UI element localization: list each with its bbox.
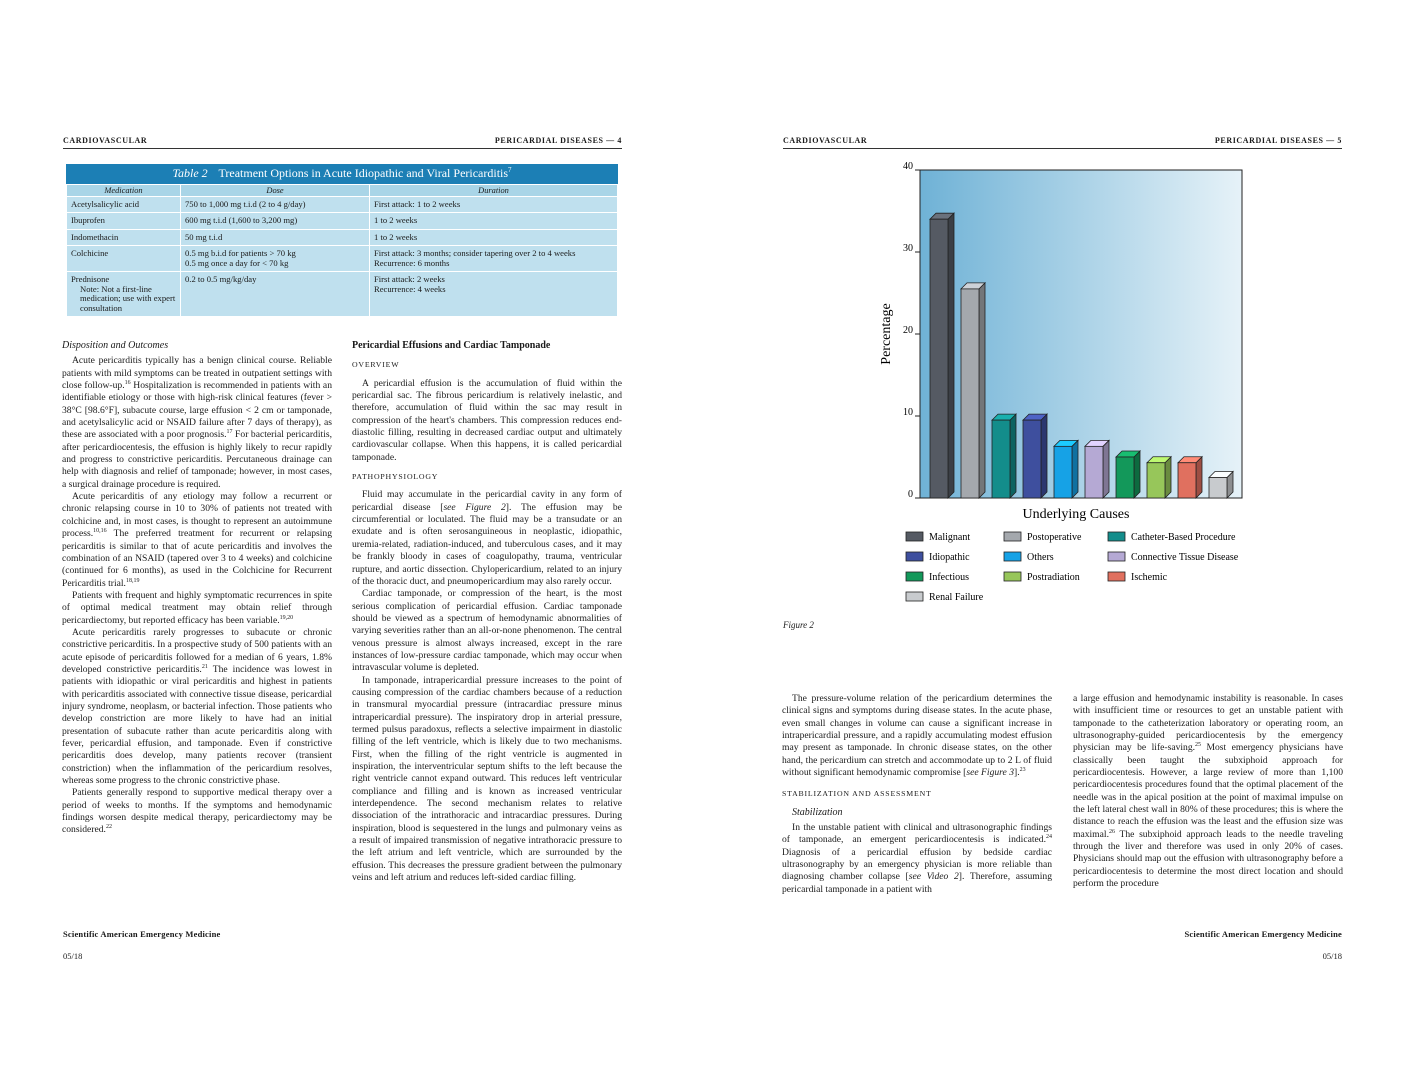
legend (906, 532, 1239, 603)
paragraph (782, 822, 1052, 896)
legend-swatch (906, 552, 923, 561)
table-header-row (67, 185, 618, 197)
bar (1054, 440, 1078, 498)
legend-item (1004, 552, 1054, 563)
running-head-page: PERICARDIAL DISEASES — 4 (494, 136, 622, 145)
text-run: Diagnosis of a pericardial effusion by bedside cardiac ultrasonography by an emergency physician is more reliable than diagnosing chamber collapse [ (782, 846, 1052, 883)
running-head-section: CARDIOVASCULAR (63, 136, 148, 145)
paragraph (352, 489, 622, 588)
text-run: ]. Therefore, assuming pericardial tamponade in a patient with (782, 871, 1052, 895)
cross-reference[interactable]: see Figure 3 (966, 767, 1014, 779)
citation: 26 (1108, 828, 1115, 835)
legend-item (906, 592, 984, 603)
bar (961, 283, 985, 498)
left-column-2 (352, 340, 622, 884)
cell-dose: 600 mg t.i.d (1,600 to 3,200 mg) (181, 213, 370, 229)
y-axis-label: Percentage (879, 303, 894, 365)
bar-side (1041, 414, 1047, 498)
paragraph (62, 627, 332, 787)
legend-label: Connective Tissue Disease (1131, 552, 1239, 563)
legend-label: Idiopathic (929, 552, 970, 563)
bar-front (1023, 420, 1041, 498)
cell-duration (370, 246, 618, 272)
legend-swatch (1004, 532, 1021, 541)
bar-front (1085, 446, 1103, 498)
y-tick-label: 40 (903, 161, 913, 172)
legend-item (1108, 572, 1168, 583)
legend-item (1108, 552, 1239, 563)
header-rule (783, 148, 1342, 149)
footer-publication: Scientific American Emergency Medicine (1184, 929, 1342, 939)
cell-duration: 1 to 2 weeks (370, 213, 618, 229)
citation: 25 (1195, 742, 1202, 749)
citation: 17 (226, 429, 233, 436)
cell-duration-line: First attack: 3 months; consider tapering over 2 to 4 weeks (374, 248, 576, 259)
y-tick-label: 30 (903, 243, 913, 254)
table-row (67, 272, 618, 317)
text-run: Patients with frequent and highly symptomatic recurrences in spite of optimal medical treatment may obtain relief through pericardiectomy, but reported efficacy has been variable. (62, 589, 332, 626)
bar-side (948, 213, 954, 498)
text-run: Acute pericarditis of any etiology may follow a recurrent or chronic relapsing course in 10 to 30% of patients not treated with colchicine and, in most cases, is thought to represent an autoimmune process. (62, 491, 332, 540)
cell-medication: Indomethacin (67, 229, 181, 245)
bar-side (1103, 440, 1109, 498)
subsection-heading: OVERVIEW (352, 360, 400, 370)
bar-side (979, 283, 985, 498)
running-head-section: CARDIOVASCULAR (783, 136, 868, 145)
cell-medication: Acetylsalicylic acid (67, 197, 181, 213)
cross-reference[interactable]: see Video 2 (908, 871, 959, 883)
paragraph (1073, 693, 1343, 891)
legend-label: Postoperative (1027, 532, 1082, 543)
legend-item (906, 552, 970, 563)
text-run: The preferred treatment for recurrent or relapsing pericarditis is similar to that of acute pericarditis and involves the combination of an NSAID (tapered over 3 to 4 weeks) and colchicine (continued for 6 months), as used in the Colchicine for Recurrent Pericarditis trial. (62, 528, 332, 589)
bar-front (1147, 463, 1165, 498)
left-column-1 (62, 340, 332, 837)
cell-dose (181, 246, 370, 272)
citation: 19,20 (279, 614, 294, 621)
table-number: Table 2 (172, 166, 208, 180)
bar-side (1134, 451, 1140, 498)
text-run: The subxiphoid approach leads to the needle traveling through the liver and therefore was used in only 20% of cases. Physicians should map out the effusion with ultrasonography before a pericardiocentesis to determine the most direct location and should perform the procedure (1073, 828, 1343, 890)
table-title-ref: 7 (508, 166, 512, 174)
cell-medication: Colchicine (67, 246, 181, 272)
bar-side (1165, 457, 1171, 498)
running-head-page: PERICARDIAL DISEASES — 5 (1214, 136, 1342, 145)
text-run: For bacterial pericarditis, after pericardiocentesis, the effusion is highly likely to recur rapidly and progress to constrictive pericarditis. Percutaneous drainage can help with diagnosis and relief of tamponade; however, in most cases, a surgical drainage procedure is required. (62, 429, 332, 490)
bar (1147, 457, 1171, 498)
text-run: The incidence was lowest in patients with idiopathic or viral pericarditis and highest in patients with pericarditis associated with connective tissue disease, pericardial injury syndrome, neoplasm, or bacterial infection. Those patients who develop constriction are more likely to have had an initial presentation of subacute rather than acute pericarditis along with fever, pericardial effusion, and tamponade. Even if constrictive pericarditis does develop, many patients recover (transient constriction) when the inflammation of the pericardium resolves, whereas some progress to the chronic constrictive phase. (62, 663, 332, 787)
citation: 18,19 (125, 577, 140, 584)
bar (1209, 472, 1233, 499)
figure-caption: Figure 2 (783, 620, 814, 630)
cell-dose-line: 0.5 mg b.i.d for patients > 70 kg (185, 248, 296, 259)
y-tick-label: 0 (908, 489, 913, 500)
bar-front (1209, 478, 1227, 499)
legend-label: Ischemic (1131, 572, 1168, 583)
section-heading: Disposition and Outcomes (62, 340, 169, 351)
legend-item (1004, 532, 1082, 543)
text-run: Acute pericarditis rarely progresses to subacute or chronic constrictive pericarditis. In a prospective study of 500 patients with an acute episode of pericarditis followed for a median of 6 years, 1.8% developed constrictive pericarditis. (62, 626, 332, 675)
citation: 16 (124, 379, 131, 386)
col-header-medication: Medication (67, 185, 181, 197)
citation: 23 (1019, 766, 1026, 773)
paragraph: Cardiac tamponade, or compression of the heart, is the most serious complication of pericardial effusion. Cardiac tamponade should be viewed as a spectrum of hemodynamic abnormalities of varying severities rather than an all-or-none phenomenon. The central venous pressure is almost always increased, except in the rare instances of low-pressure cardiac tamponade, which may occur when intravascular volume is depleted. (352, 588, 622, 674)
cell-dose: 50 mg t.i.d (181, 229, 370, 245)
cell-medication-note: Note: Not a first-line medication; use with expert consultation (80, 283, 176, 313)
paragraph (62, 491, 332, 590)
citation: 21 (201, 663, 208, 670)
text-run: Acute pericarditis typically has a benign clinical course. Reliable patients with mild symptoms can be treated in outpatient settings with close follow-up. (62, 355, 332, 392)
text-run: ]. (1014, 767, 1020, 779)
underlying-causes-bar-chart (868, 160, 1268, 615)
subsection-heading: STABILIZATION AND ASSESSMENT (782, 789, 932, 799)
footer-publication: Scientific American Emergency Medicine (63, 929, 221, 939)
table-row (67, 197, 618, 213)
legend-swatch (1004, 572, 1021, 581)
legend-swatch (906, 592, 923, 601)
legend-swatch (1108, 572, 1125, 581)
bar-front (930, 219, 948, 498)
bar (992, 414, 1016, 498)
cell-medication (67, 272, 181, 317)
col-header-duration: Duration (370, 185, 618, 197)
legend-item (1108, 532, 1236, 543)
cell-dose: 750 to 1,000 mg t.i.d (2 to 4 g/day) (181, 197, 370, 213)
text-run: Hospitalization is recommended in patients with an identifiable etiology or those with high-risk clinical features (fever > 38°C [98.6°F], subacute course, large effusion < 2 cm or tamponade, and acetylsalicylic acid or NSAID failure after 7 days of therapy), as these are associated with a poor prognosis. (62, 380, 332, 441)
treatment-table (66, 164, 618, 317)
cell-duration-line: Recurrence: 4 weeks (374, 283, 446, 294)
bar-front (1116, 457, 1134, 498)
footer-date: 05/18 (1322, 951, 1342, 961)
y-axis (903, 161, 920, 500)
legend-swatch (906, 572, 923, 581)
bar (930, 213, 954, 498)
table-caption (66, 164, 618, 184)
table-row (67, 213, 618, 229)
text-run: In the unstable patient with clinical and ultrasonographic findings of tamponade, an emergent pericardiocentesis is indicated. (782, 822, 1052, 846)
legend-swatch (906, 532, 923, 541)
bar (1023, 414, 1047, 498)
bar-side (1072, 440, 1078, 498)
bar-side (1196, 457, 1202, 498)
citation: 10,16 (93, 527, 107, 534)
y-tick-label: 10 (903, 407, 913, 418)
y-tick-label: 20 (903, 325, 913, 336)
table-title: Treatment Options in Acute Idiopathic and Viral Pericarditis (218, 166, 509, 180)
paragraph (62, 590, 332, 627)
bar-front (992, 420, 1010, 498)
header-rule (63, 148, 622, 149)
cell-duration-line: First attack: 2 weeks (374, 274, 445, 285)
x-axis-label: Underlying Causes (1022, 507, 1130, 522)
table-row (67, 246, 618, 272)
cell-duration-line: Recurrence: 6 months (374, 257, 450, 268)
citation: 22 (105, 824, 112, 831)
text-run: Fluid may accumulate in the pericardial cavity in any form of pericardial disease [ (352, 489, 622, 513)
legend-label: Malignant (929, 532, 971, 543)
legend-item (906, 572, 969, 583)
legend-swatch (1108, 532, 1125, 541)
bar-front (1178, 463, 1196, 498)
citation: 24 (1046, 834, 1052, 841)
legend-swatch (1004, 552, 1021, 561)
cell-duration: First attack: 1 to 2 weeks (370, 197, 618, 213)
cross-reference[interactable]: see Figure 2 (443, 501, 506, 513)
bar-side (1010, 414, 1016, 498)
subsection-heading: Stabilization (792, 806, 843, 818)
legend-label: Postradiation (1027, 572, 1080, 583)
right-column-1 (782, 693, 1052, 896)
bar (1116, 451, 1140, 498)
paragraph: In tamponade, intrapericardial pressure increases to the point of causing compression of the cardiac chambers because of a reduction in transmural myocardial pressure (intracardiac pressure minus intrapericardial pressure). The inspiratory drop in arterial pressure, termed pulsus paradoxus, reflects a selective impairment in diastolic filling of the left ventricle, which is likely due to two mechanisms. First, when the filling of the right ventricle is augmented in inspiration, the interventricular septum shifts to the left because the right ventricle cannot expand outward. This reduces left ventricular compliance and filling and is known as increased ventricular interdependence. The second mechanism relates to relative dissociation of the intrathoracic and intracardiac pressures. During inspiration, blood is sequestered in the lungs and pulmonary veins as a result of impaired transmission of negative intrathoracic pressure to the left atrium and left ventricle, which are surrounded by the effusion. This decreases the pressure gradient between the pulmonary veins and left atrium and reduces left-sided cardiac filling. (352, 674, 622, 884)
section-heading: Pericardial Effusions and Cardiac Tamponade (352, 340, 551, 351)
cell-dose: 0.2 to 0.5 mg/kg/day (181, 272, 370, 317)
legend-label: Infectious (929, 572, 969, 583)
legend-label: Renal Failure (929, 592, 984, 603)
cell-dose-line: 0.5 mg once a day for < 70 kg (185, 257, 289, 268)
subsection-heading: PATHOPHYSIOLOGY (352, 472, 439, 482)
legend-label: Others (1027, 552, 1054, 563)
right-column-2 (1073, 693, 1343, 891)
bar (1178, 457, 1202, 498)
bar-front (1054, 446, 1072, 498)
bar (1085, 440, 1109, 498)
paragraph (62, 787, 332, 836)
paragraph: A pericardial effusion is the accumulation of fluid within the pericardial sac. The fibrous pericardium is relatively inelastic, and therefore, accumulation of fluid within the sac may result in compression of the heart's chambers. This compression reduces end-diastolic filling, resulting in decreased cardiac output and ultimately cardiovascular collapse. When this happens, it is called pericardial tamponade. (352, 377, 622, 463)
legend-item (1004, 572, 1080, 583)
text-run: ]. The effusion may be circumferential or loculated. The fluid may be a transudate or an exudate and is often serosanguineous in neoplastic, idiopathic, uremia-related, radiation-induced, and tuberculous cases, and it may be frankly bloody in cases of coagulopathy, trauma, ventricular rupture, and aortic dissection. Chylopericardium, related to an injury of the thoracic duct, and pneumopericardium may also rarely occur. (352, 501, 622, 587)
footer-date: 05/18 (63, 951, 83, 961)
legend-label: Catheter-Based Procedure (1131, 532, 1236, 543)
text-run: Most emergency physicians have classically been taught the subxiphoid approach for pericardiocentesis. However, a large review of more than 1,100 pericardiocentesis procedures found that the optimal placement of the needle was in the apical position at the point of maximal impulse on the left lateral chest wall in 80% of these procedures; this is where the distance to reach the effusion was the least and the effusion size was maximal. (1073, 742, 1343, 840)
paragraph (782, 693, 1052, 779)
text-run: The pressure-volume relation of the pericardium determines the clinical signs and symptoms during disease states. In the acute phase, even small changes in volume can cause a significant increase in intrapericardial pressure, and a rapidly accumulating modest effusion may present as tamponade. In chronic disease states, on the other hand, the pericardium can stretch and accommodate up to 2 L of fluid without significant hemodynamic compromise [ (782, 693, 1052, 779)
cell-duration: 1 to 2 weeks (370, 229, 618, 245)
cell-duration (370, 272, 618, 317)
bar-front (961, 289, 979, 498)
cell-medication-name: Prednisone (71, 274, 110, 285)
legend-item (906, 532, 970, 543)
table-row (67, 229, 618, 245)
text-run: Patients generally respond to supportive medical therapy over a period of weeks to months. If the symptoms and hemodynamic findings worsen despite medical therapy, pericardiectomy may be considered. (62, 787, 332, 836)
paragraph (62, 355, 332, 491)
col-header-dose: Dose (181, 185, 370, 197)
text-run: a large effusion and hemodynamic instability is reasonable. In cases with insufficient time or resources to get an unstable patient with tamponade to the catheterization laboratory or operating room, an ultrasonography-guided pericardiocentesis by the emergency physician may be life-saving. (1073, 693, 1343, 754)
cell-medication: Ibuprofen (67, 213, 181, 229)
legend-swatch (1108, 552, 1125, 561)
